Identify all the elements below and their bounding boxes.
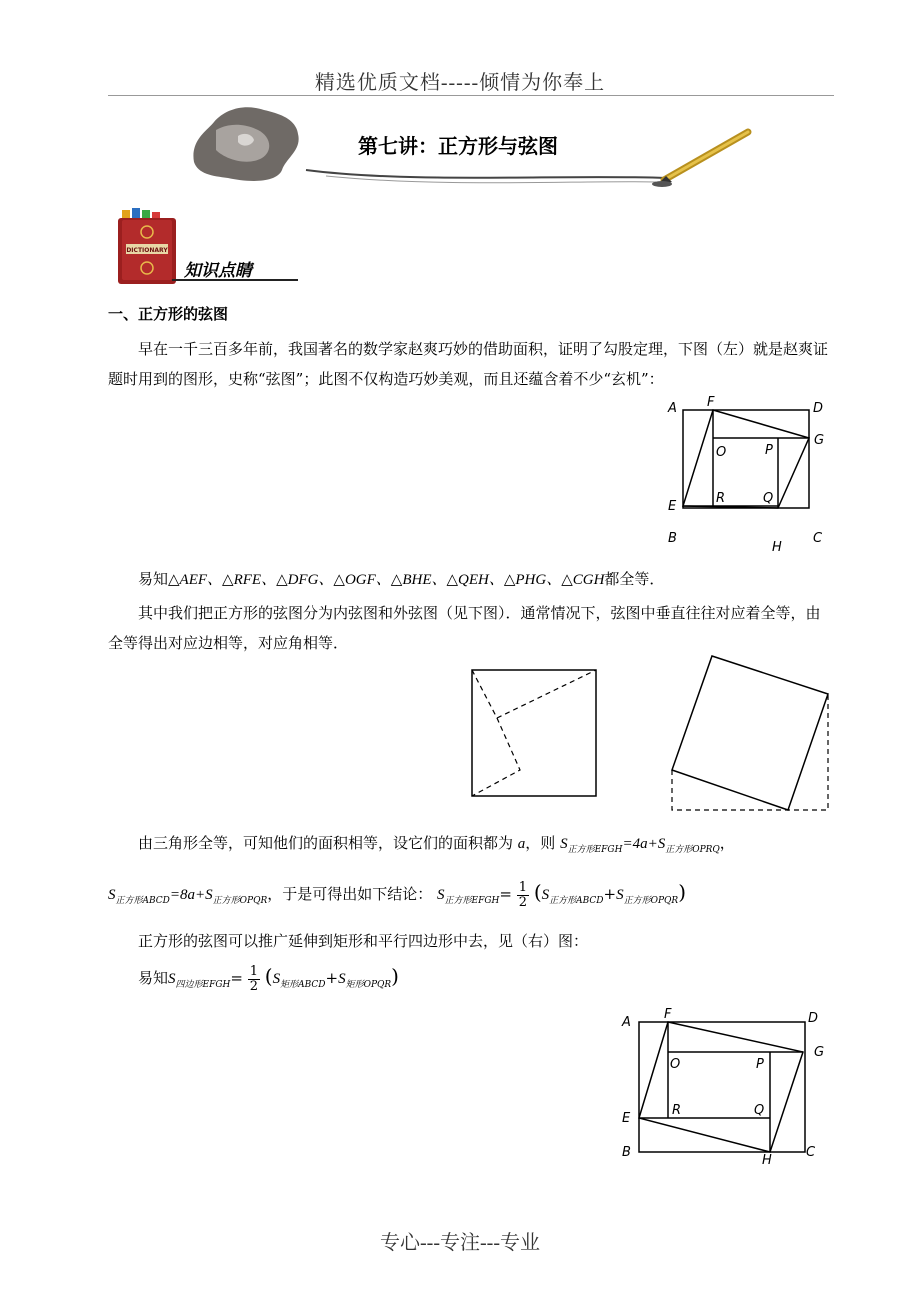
- intro-paragraph: [108, 334, 834, 394]
- label-F2: F: [664, 1007, 672, 1022]
- label-G: G: [814, 433, 825, 448]
- label-H: H: [772, 540, 782, 555]
- congruent-list: △AEF、△RFE、△DFG、△OGF、△BHE、△QEH、△PHG、△CGH: [168, 572, 605, 588]
- label-O2: O: [670, 1057, 681, 1072]
- figure-rectangle-xian-tu: [620, 1006, 830, 1166]
- label-O: O: [716, 445, 727, 460]
- label-B2: B: [622, 1145, 631, 1160]
- page-header: 精选优质文档-----倾情为你奉上: [314, 72, 606, 94]
- label-Q: Q: [763, 491, 774, 506]
- book-label: DICTIONARY: [126, 247, 168, 254]
- page-footer: 专心---专注---专业: [380, 1232, 540, 1254]
- label-A2: A: [622, 1015, 631, 1030]
- half-fraction: $\frac{1}{2}$: [518, 879, 528, 910]
- brush-icon: [652, 132, 748, 187]
- label-F: F: [707, 396, 715, 410]
- label-D2: D: [808, 1011, 819, 1026]
- book-icon: [118, 208, 176, 284]
- congruent-line: 易知△AEF、△RFE、△DFG、△OGF、△BHE、△QEH、△PHG、△CGH都全等．: [138, 570, 665, 588]
- section-label: 知识点睛: [184, 261, 252, 281]
- subheading: 一、正方形的弦图: [108, 305, 229, 323]
- label-D: D: [813, 401, 824, 416]
- label-H2: H: [762, 1153, 772, 1166]
- extend-formula: 易知$S_{四边形EFGH}=$ $\frac{1}{2}$ $(S_{矩形ABCD}+S_{矩形OPQR})$: [138, 963, 399, 994]
- label-R2: R: [672, 1103, 682, 1118]
- inner-outer-paragraph: [108, 598, 834, 658]
- label-E2: E: [622, 1111, 631, 1126]
- label-C2: C: [806, 1145, 816, 1160]
- area-line-1: 由三角形全等，可知他们的面积相等，设它们的面积都为 a，则 $S_{正方形EFGH}=4a+S_{正方形OPRQ}$，: [138, 834, 735, 855]
- label-C: C: [813, 531, 823, 546]
- intro-text: 早在一千三百多年前，我国著名的数学家赵爽巧妙的借助面积，证明了勾股定理，下图（左）就是赵爽证题时用到的图形，史称“弦图”；此图不仅构造巧妙美观，而且还蕴含着不少“玄机”：: [108, 340, 829, 388]
- area-line-2: $S_{正方形ABCD}=8a+S_{正方形OPQR}$，于是可得出如下结论： $S_{正方形EFGH}=$ $\frac{1}{2}$ $(S_{正方形ABCD}+S_{正方形OPQR})$: [108, 879, 686, 910]
- label-A: A: [668, 401, 677, 416]
- figure-xian-tu: [664, 396, 834, 556]
- inner-outer-text: 其中我们把正方形的弦图分为内弦图和外弦图（见下图）．通常情况下，弦图中垂直往往对应着全等，由全等得出对应边相等，对应角相等．: [108, 604, 821, 652]
- label-G2: G: [814, 1045, 825, 1060]
- label-E: E: [668, 499, 677, 514]
- label-B: B: [668, 531, 677, 546]
- label-P: P: [765, 443, 773, 458]
- label-Q2: Q: [754, 1103, 765, 1118]
- extend-line: 正方形的弦图可以推广延伸到矩形和平行四边形中去，见（右）图：: [138, 932, 589, 950]
- figure-inner-outer: [460, 650, 840, 820]
- half-fraction-2: $\frac{1}{2}$: [249, 963, 259, 994]
- label-R: R: [716, 491, 726, 506]
- label-P2: P: [756, 1057, 764, 1072]
- page-title: 第七讲：正方形与弦图: [358, 134, 558, 158]
- header-rule: [108, 95, 834, 96]
